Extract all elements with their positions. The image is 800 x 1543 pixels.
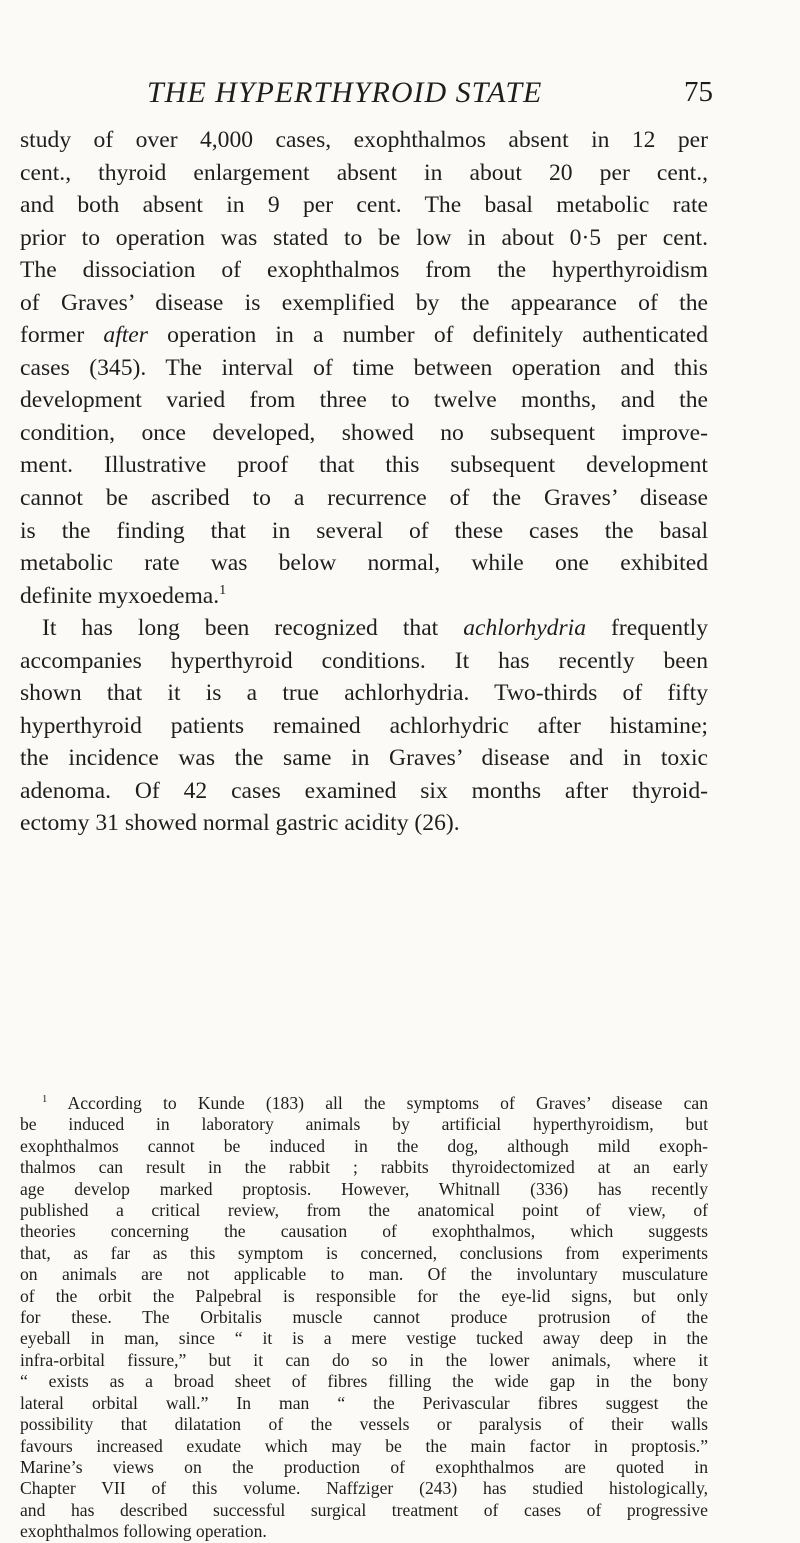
footnote-line: eyeball in man, since “ it is a mere vestige tucked away deep in the — [20, 1328, 708, 1349]
body-line: and both absent in 9 per cent. The basal metabolic rate — [20, 192, 708, 219]
footnote-line: theories concerning the causation of exophthalmos, which suggests — [20, 1221, 708, 1242]
footnote-line: Marine’s views on the production of exophthalmos are quoted in — [20, 1456, 708, 1477]
footnote-line: exophthalmos cannot be induced in the dog, although mild exoph- — [20, 1135, 708, 1156]
footnote-line: and has described successful surgical treatment of cases of progressive — [20, 1499, 708, 1520]
body-line: hyperthyroid patients remained achlorhydric after histamine; — [20, 712, 708, 739]
footnote-line: age develop marked proptosis. However, Whitnall (336) has recently — [20, 1178, 708, 1199]
running-head: THE HYPERTHYROID STATE — [147, 76, 543, 109]
body-line: cent., thyroid enlargement absent in about 20 per cent., — [20, 159, 708, 186]
footnote-reference: 1 — [219, 581, 227, 598]
footnote-line: infra-orbital fissure,” but it can do so in the lower animals, where it — [20, 1349, 708, 1370]
body-line: ment. Illustrative proof that this subsequent development — [20, 452, 708, 479]
body-line — [20, 580, 708, 613]
footnote-line: exophthalmos following operation. — [20, 1521, 267, 1542]
page-number: 75 — [684, 76, 713, 108]
footnote-line: for these. The Orbitalis muscle cannot produce protrusion of the — [20, 1307, 708, 1328]
body-line: adenoma. Of 42 cases examined six months after thyroid- — [20, 777, 708, 804]
body-line: development varied from three to twelve months, and the — [20, 387, 708, 414]
body-line: study of over 4,000 cases, exophthalmos absent in 12 per — [20, 127, 708, 153]
footnote-line: be induced in laboratory animals by artificial hyperthyroidism, but — [20, 1114, 708, 1135]
body-line: metabolic rate was below normal, while one exhibited — [20, 550, 708, 577]
body-text-fragment: operation in a number of definitely authenticated — [167, 322, 709, 349]
body-line: is the finding that in several of these cases the basal — [20, 517, 708, 544]
footnote-line: possibility that dilatation of the vessels or paralysis of their walls — [20, 1414, 708, 1435]
body-line: condition, once developed, showed no subsequent improve- — [20, 419, 708, 446]
footnote-line: lateral orbital wall.” In man “ the Perivascular fibres suggest the — [20, 1392, 708, 1413]
footnote-line: favours increased exudate which may be the main factor in proptosis.” — [20, 1435, 708, 1456]
body-text-fragment: frequently — [611, 615, 708, 642]
body-line: ectomy 31 showed normal gastric acidity (26). — [20, 810, 460, 837]
body-line: prior to operation was stated to be low in about 0·5 per cent. — [20, 224, 708, 251]
footnote-line: that, as far as this symptom is concerned, conclusions from experiments — [20, 1242, 708, 1263]
body-text-fragment: definite myxoedema. — [20, 582, 220, 609]
page-header — [147, 76, 713, 112]
body-line: cases (345). The interval of time between operation and this — [20, 354, 708, 381]
body-line: cannot be ascribed to a recurrence of the Graves’ disease — [20, 485, 708, 512]
emphasis-achlorhydria: achlorhydria — [463, 615, 587, 642]
footnote-line: “ exists as a broad sheet of fibres filling the wide gap in the bony — [20, 1371, 708, 1392]
emphasis-after: after — [103, 322, 148, 349]
body-line: accompanies hyperthyroid conditions. It has recently been — [20, 647, 708, 674]
body-line: The dissociation of exophthalmos from the hyperthyroidism — [20, 257, 708, 284]
footnote-text: According to Kunde (183) all the symptoms of Graves’ disease can — [67, 1093, 708, 1113]
body-line: of Graves’ disease is exemplified by the appearance of the — [20, 289, 708, 316]
footnote-line: Chapter VII of this volume. Naffziger (243) has studied histologically, — [20, 1478, 708, 1499]
footnote-line: on animals are not applicable to man. Of the involuntary musculature — [20, 1264, 708, 1285]
body-line: the incidence was the same in Graves’ disease and in toxic — [20, 745, 708, 772]
paragraph-start — [20, 612, 708, 645]
footnote-marker: 1 — [42, 1094, 48, 1106]
footnote-line: thalmos can result in the rabbit ; rabbits thyroidectomized at an early — [20, 1157, 708, 1178]
body-text-fragment: It has long been recognized that — [42, 615, 439, 642]
footnote-line — [20, 1093, 708, 1114]
footnote — [20, 1093, 708, 1543]
body-text-fragment: former — [20, 322, 85, 349]
body-line — [20, 319, 708, 352]
body-text — [20, 124, 708, 840]
footnote-line: of the orbit the Palpebral is responsible for the eye-lid signs, but only — [20, 1285, 708, 1306]
footnote-line: published a critical review, from the anatomical point of view, of — [20, 1200, 708, 1221]
body-line: shown that it is a true achlorhydria. Two-thirds of fifty — [20, 680, 708, 707]
